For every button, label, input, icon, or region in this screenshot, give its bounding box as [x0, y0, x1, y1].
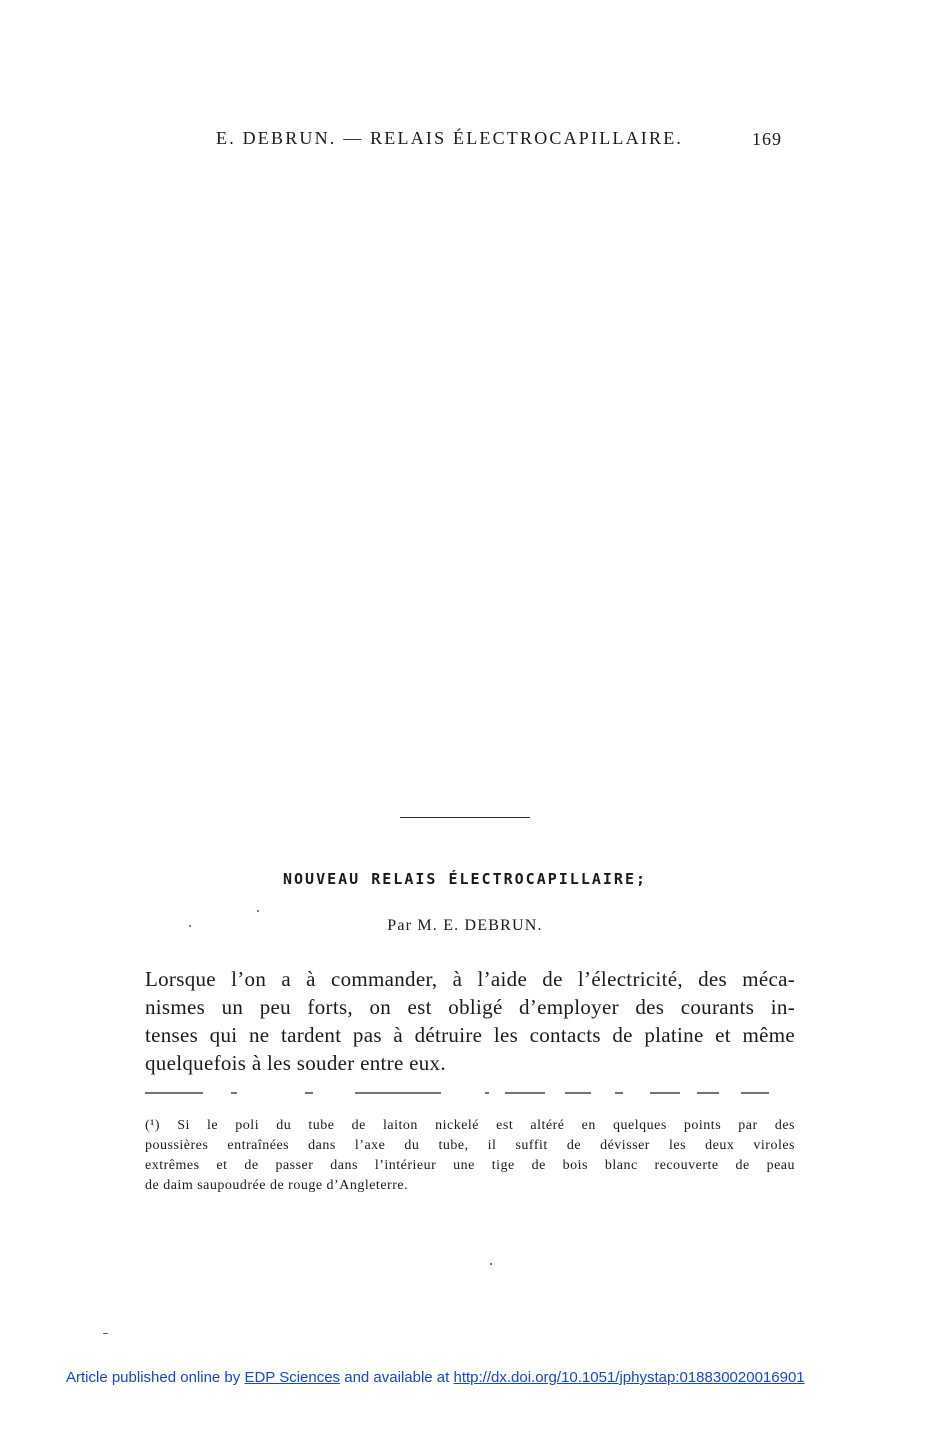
print-speck	[490, 1263, 492, 1265]
body-line: tenses qui ne tardent pas à détruire les contacts de platine et même	[145, 1023, 795, 1047]
running-header	[0, 128, 930, 156]
footnote-separator-rule	[145, 1092, 795, 1094]
section-divider-rule	[400, 817, 530, 818]
author-byline: Par M. E. DEBRUN.	[387, 917, 543, 934]
footnote-text: Si le poli du tube de laiton nickelé est altéré en quelques points par des	[177, 1118, 796, 1133]
running-title: E. DEBRUN. — RELAIS ÉLECTROCAPILLAIRE.	[216, 128, 684, 148]
edp-sciences-link[interactable]: EDP Sciences	[244, 1369, 341, 1386]
page-number: 169	[752, 129, 782, 149]
footnote-line: extrêmes et de passer dans l’intérieur une tige de bois blanc recouverte de peau	[145, 1158, 795, 1173]
body-line: nismes un peu forts, on est obligé d’employer des courants in-	[145, 995, 795, 1019]
doi-link[interactable]: http://dx.doi.org/10.1051/jphystap:018830020016901	[453, 1369, 805, 1386]
body-line: quelquefois à les souder entre eux.	[145, 1051, 446, 1075]
body-line: Lorsque l’on a à commander, à l’aide de l’électricité, des méca-	[145, 967, 795, 991]
article-body-paragraph	[145, 965, 795, 1077]
print-speck	[103, 1333, 108, 1334]
publisher-prefix: Article published online by	[66, 1369, 241, 1386]
footnote-line: poussières entraînées dans l’axe du tube, il suffit de dévisser les deux viroles	[145, 1138, 795, 1153]
footnote-marker: (¹)	[145, 1118, 161, 1133]
footnote-line: de daim saupoudrée de rouge d’Angleterre.	[145, 1178, 409, 1193]
publisher-notice	[66, 1369, 805, 1386]
print-speck	[257, 910, 259, 912]
footnote-line	[145, 1116, 795, 1136]
publisher-middle: and available at	[344, 1369, 450, 1386]
footnote	[145, 1116, 795, 1196]
article-title: NOUVEAU RELAIS ÉLECTROCAPILLAIRE;	[282, 870, 647, 888]
